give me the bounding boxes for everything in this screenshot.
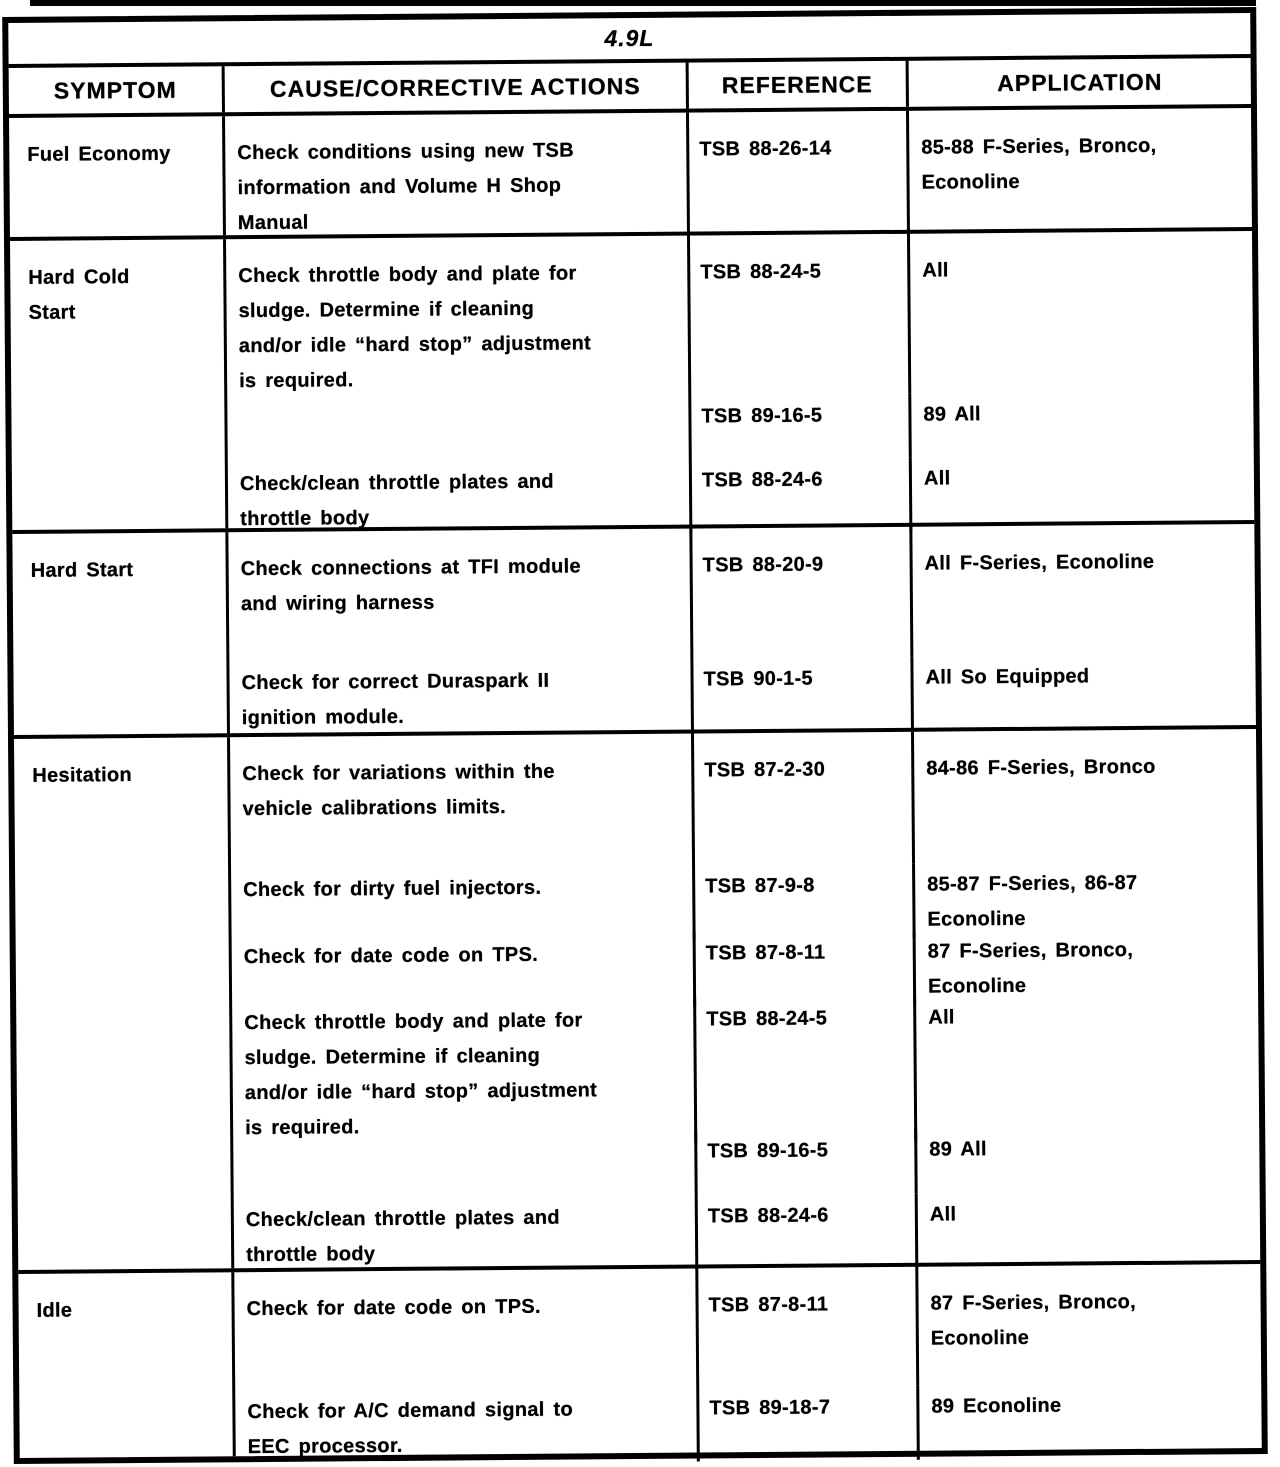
cause-text: Check throttle body and plate for sludge. Determine if cleaning and/or idle “hard stop” adjustment is required. <box>226 236 691 400</box>
item-group <box>234 1191 1261 1268</box>
row-items <box>234 1264 1261 1459</box>
item-group <box>225 108 1252 235</box>
cause-text: Check/clean throttle plates and throttle body <box>228 460 693 538</box>
cause-text: Check for A/C demand signal to EEC processor. <box>235 1388 700 1466</box>
application-text: 89 All <box>929 1138 987 1161</box>
application-text: All <box>923 467 951 490</box>
application-text: All <box>928 1006 955 1029</box>
application-text: 87 F-Series, Bronco, Econoline <box>927 939 1134 998</box>
cause-text: Check for date code on TPS. <box>234 1269 699 1392</box>
item-group <box>234 1264 1261 1391</box>
symptom-text: Hesitation <box>14 737 234 1270</box>
column-header-symptom: SYMPTOM <box>9 66 225 114</box>
cause-text <box>227 396 691 464</box>
reference-text: TSB 89-16-5 <box>697 1129 918 1196</box>
scan-skew-wrapper <box>2 7 1268 1464</box>
application-text: 89 Econoline <box>931 1394 1062 1418</box>
engine-title: 4.9L <box>604 24 655 52</box>
column-header-application: APPLICATION <box>997 68 1163 96</box>
application-text: 84-86 F-Series, Bronco <box>926 755 1156 780</box>
column-header-reference: REFERENCE <box>689 61 909 109</box>
reference-text: TSB 88-24-6 <box>692 458 913 534</box>
application-text: 89 All <box>923 403 981 426</box>
reference-text: TSB 88-24-5 <box>696 997 917 1143</box>
cause-text: Check connections at TFI module and wiring harness <box>228 529 693 663</box>
cause-text: Check for correct Duraspark II ignition module. <box>229 659 694 737</box>
row-items <box>228 524 1256 733</box>
item-group <box>228 455 1254 531</box>
application-text: 85-88 F-Series, Bronco, Econoline <box>921 134 1157 194</box>
application-text: All So Equipped <box>925 665 1090 689</box>
item-group <box>231 861 1258 936</box>
application-text: 85-87 F-Series, 86-87 Econoline <box>927 871 1138 931</box>
item-group <box>229 654 1256 733</box>
table-row-hesitation <box>14 729 1260 1274</box>
cause-text: Check for variations within the vehicle calibrations limits. <box>230 734 695 870</box>
table-row-hard-start <box>12 524 1256 739</box>
reference-text: TSB 88-24-5 <box>690 234 911 396</box>
cause-text: Check conditions using new TSB information and Volume H Shop Manual <box>225 113 690 242</box>
table-row-fuel-economy <box>9 108 1252 241</box>
column-header-cause: CAUSE/CORRECTIVE ACTIONS <box>225 63 689 113</box>
scan-artifact-line <box>30 0 1256 6</box>
table-row-hard-cold-start <box>10 231 1254 534</box>
row-items <box>226 231 1254 531</box>
item-group <box>227 391 1253 463</box>
tsb-troubleshooting-table <box>2 7 1268 1464</box>
application-text: 87 F-Series, Bronco, Econoline <box>930 1290 1137 1350</box>
item-group <box>235 1383 1261 1459</box>
reference-text: TSB 87-2-30 <box>694 732 915 866</box>
row-items <box>225 108 1252 235</box>
item-group <box>226 231 1253 399</box>
application-text: All <box>922 259 949 282</box>
application-text: All F-Series, Econoline <box>924 550 1155 575</box>
item-group <box>228 524 1255 662</box>
symptom-text: Idle <box>18 1272 235 1458</box>
reference-text: TSB 87-8-11 <box>696 931 917 1007</box>
item-group <box>233 1126 1259 1199</box>
reference-text: TSB 88-20-9 <box>692 527 913 659</box>
reference-text: TSB 88-24-6 <box>698 1194 919 1270</box>
item-group <box>232 928 1258 1002</box>
table-row-idle <box>18 1264 1261 1458</box>
cause-text: Check for date code on TPS. <box>232 933 697 1011</box>
reference-text: TSB 87-9-8 <box>695 864 916 940</box>
symptom-text: Hard Cold Start <box>10 239 228 530</box>
symptom-text: Fuel Economy <box>9 116 226 237</box>
reference-text: TSB 87-8-11 <box>698 1267 919 1388</box>
cause-text <box>233 1131 698 1200</box>
application-text: All <box>929 1203 957 1226</box>
symptom-text: Hard Start <box>12 532 230 735</box>
reference-text: TSB 90-1-5 <box>693 657 914 733</box>
cause-text: Check throttle body and plate for sludge. Determine if cleaning and/or idle “hard stop” adjustment is required. <box>232 999 697 1147</box>
reference-text: TSB 89-18-7 <box>699 1386 920 1462</box>
item-group <box>230 729 1257 869</box>
cause-text: Check for dirty fuel injectors. <box>231 866 696 944</box>
reference-text: TSB 89-16-5 <box>691 394 912 460</box>
row-items <box>230 729 1260 1268</box>
cause-text: Check/clean throttle plates and throttle body <box>234 1196 699 1274</box>
reference-text: TSB 88-26-14 <box>689 111 910 238</box>
item-group <box>232 994 1259 1140</box>
